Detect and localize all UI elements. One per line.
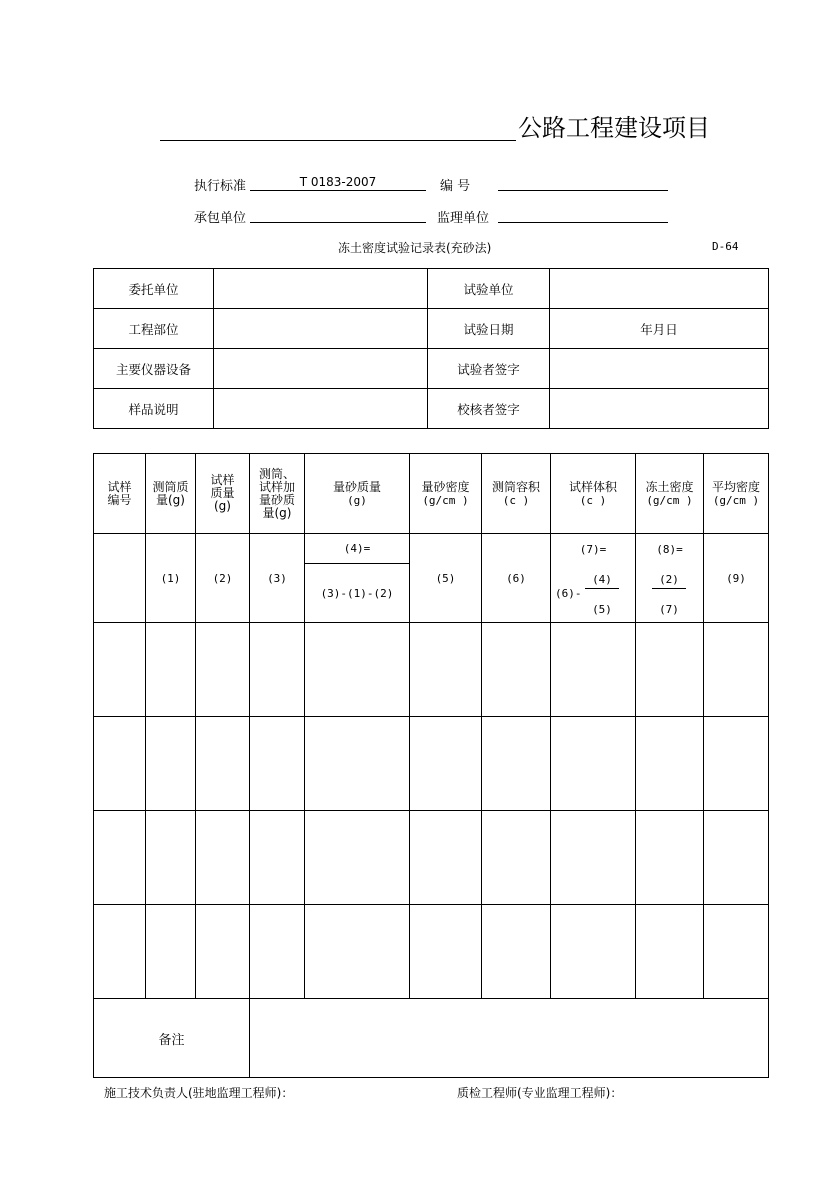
contractor-label: 承包单位 [194,211,247,226]
reviewer-label: 校核者签字 [428,389,550,429]
table-row [94,905,769,999]
table-row [94,811,769,905]
formula-6: (6) [482,534,551,623]
test-date-label: 试验日期 [428,309,550,349]
supervisor-label: 监理单位 [437,211,490,226]
formula-1: (1) [146,534,196,623]
col-total-mass: 测筒、 试样加 量砂质 量(g) [250,454,305,534]
test-date-field[interactable]: 年月日 [550,309,769,349]
formula-4-bottom: (3)-(1)-(2) [305,564,410,623]
col-sample-volume: 试样体积 (c ) [551,454,636,534]
footer-qc-engineer: 质检工程师(专业监理工程师)： [457,1086,623,1100]
number-label: 编 号 [440,179,471,194]
table-row [94,717,769,811]
formula-5: (5) [410,534,482,623]
number-field[interactable] [498,174,668,191]
tester-label: 试验者签字 [428,349,550,389]
title-underline [160,140,516,141]
table-row [94,623,769,717]
data-table [93,453,769,1078]
formula-2: (2) [196,534,250,623]
standard-label: 执行标准 [194,179,247,194]
contractor-field[interactable] [250,206,426,223]
project-part-label: 工程部位 [94,309,214,349]
form-code: D-64 [712,240,739,253]
remarks-field[interactable] [250,999,769,1078]
footer-tech-lead: 施工技术负责人(驻地监理工程师)： [104,1086,294,1100]
col-average-density: 平均密度 (g/cm ) [704,454,769,534]
form-title: 冻土密度试验记录表(充砂法) [338,241,492,255]
page-title: 公路工程建设项目 [518,114,710,142]
col-sample-mass: 试样 质量 (g) [196,454,250,534]
formula-4-top: (4)= [305,534,410,564]
col-sand-density: 量砂密度 (g/cm ) [410,454,482,534]
formula-3: (3) [250,534,305,623]
remarks-label: 备注 [94,999,250,1078]
tester-field[interactable] [550,349,769,389]
col-sample-id: 试样 编号 [94,454,146,534]
formula-9: (9) [704,534,769,623]
sample-desc-label: 样品说明 [94,389,214,429]
formula-8: (8)= (2) (7) [636,534,704,623]
col-sand-mass: 量砂质量 (g) [305,454,410,534]
col-cylinder-volume: 测筒容积 (c ) [482,454,551,534]
equipment-label: 主要仪器设备 [94,349,214,389]
project-part-field[interactable] [214,309,428,349]
standard-field[interactable]: T 0183-2007 [250,174,426,191]
test-unit-field[interactable] [550,269,769,309]
client-field[interactable] [214,269,428,309]
col-cylinder-mass: 测筒质 量(g) [146,454,196,534]
formula-7: (7)= (6)- (4) (5) [551,534,636,623]
sample-desc-field[interactable] [214,389,428,429]
reviewer-field[interactable] [550,389,769,429]
test-unit-label: 试验单位 [428,269,550,309]
col-frozen-density: 冻土密度 (g/cm ) [636,454,704,534]
formula-blank [94,534,146,623]
supervisor-field[interactable] [498,206,668,223]
info-table [93,268,769,429]
client-label: 委托单位 [94,269,214,309]
equipment-field[interactable] [214,349,428,389]
